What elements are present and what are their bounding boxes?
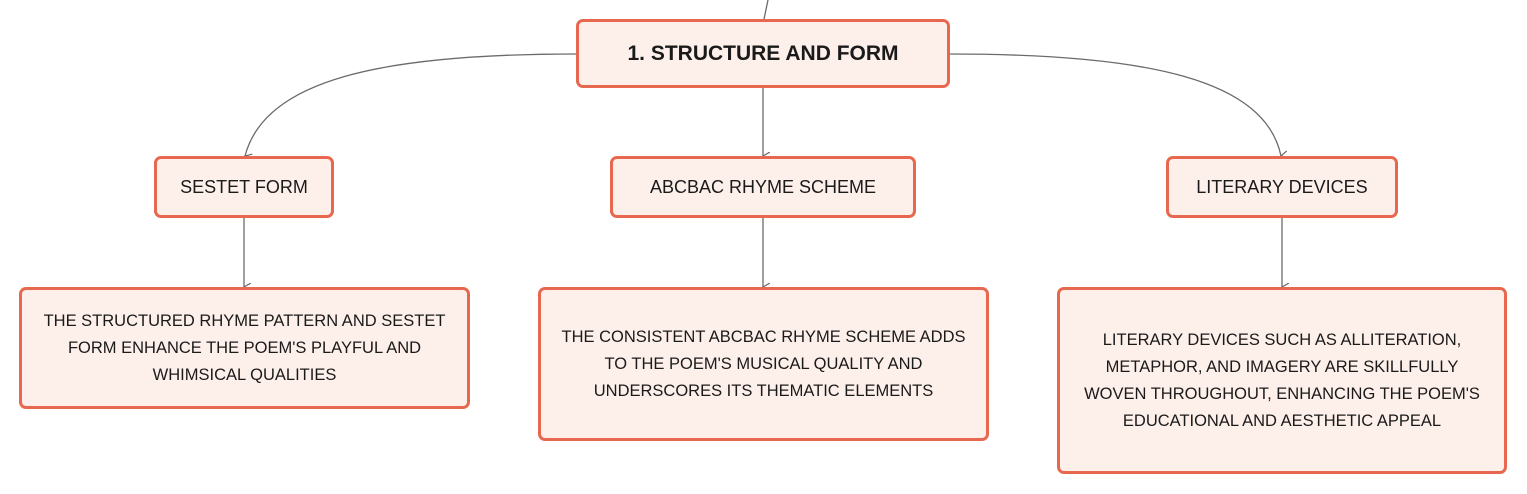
root-node-label: 1. STRUCTURE AND FORM [627,41,899,65]
detail-node-text: THE STRUCTURED RHYME PATTERN AND SESTET FORM ENHANCE THE POEM'S PLAYFUL AND WHIMSICAL QUALITIES [43,311,446,384]
detail-node-rhyme-scheme[interactable] [538,287,989,441]
branch-node-literary-devices[interactable] [1166,156,1398,218]
connector-root-to-sestet [245,54,576,156]
connector-incoming-root [764,0,768,19]
connector-root-to-devices [950,54,1281,156]
branch-node-label: LITERARY DEVICES [1196,176,1368,197]
detail-node-literary-devices[interactable] [1057,287,1507,474]
branch-node-rhyme-scheme[interactable] [610,156,916,218]
detail-node-text: LITERARY DEVICES SUCH AS ALLITERATION, METAPHOR, AND IMAGERY ARE SKILLFULLY WOVEN THROUGHOUT, ENHANCING THE POEM'S EDUCATIONAL AND AESTHETIC APPEAL [1084,330,1480,430]
detail-node-text: THE CONSISTENT ABCBAC RHYME SCHEME ADDS TO THE POEM'S MUSICAL QUALITY AND UNDERSCORES ITS THEMATIC ELEMENTS [561,327,966,400]
root-node-structure-and-form[interactable] [576,19,950,88]
branch-node-label: SESTET FORM [180,176,308,197]
branch-node-label: ABCBAC RHYME SCHEME [649,176,877,197]
detail-node-sestet-form[interactable] [19,287,470,409]
branch-node-sestet-form[interactable] [154,156,334,218]
